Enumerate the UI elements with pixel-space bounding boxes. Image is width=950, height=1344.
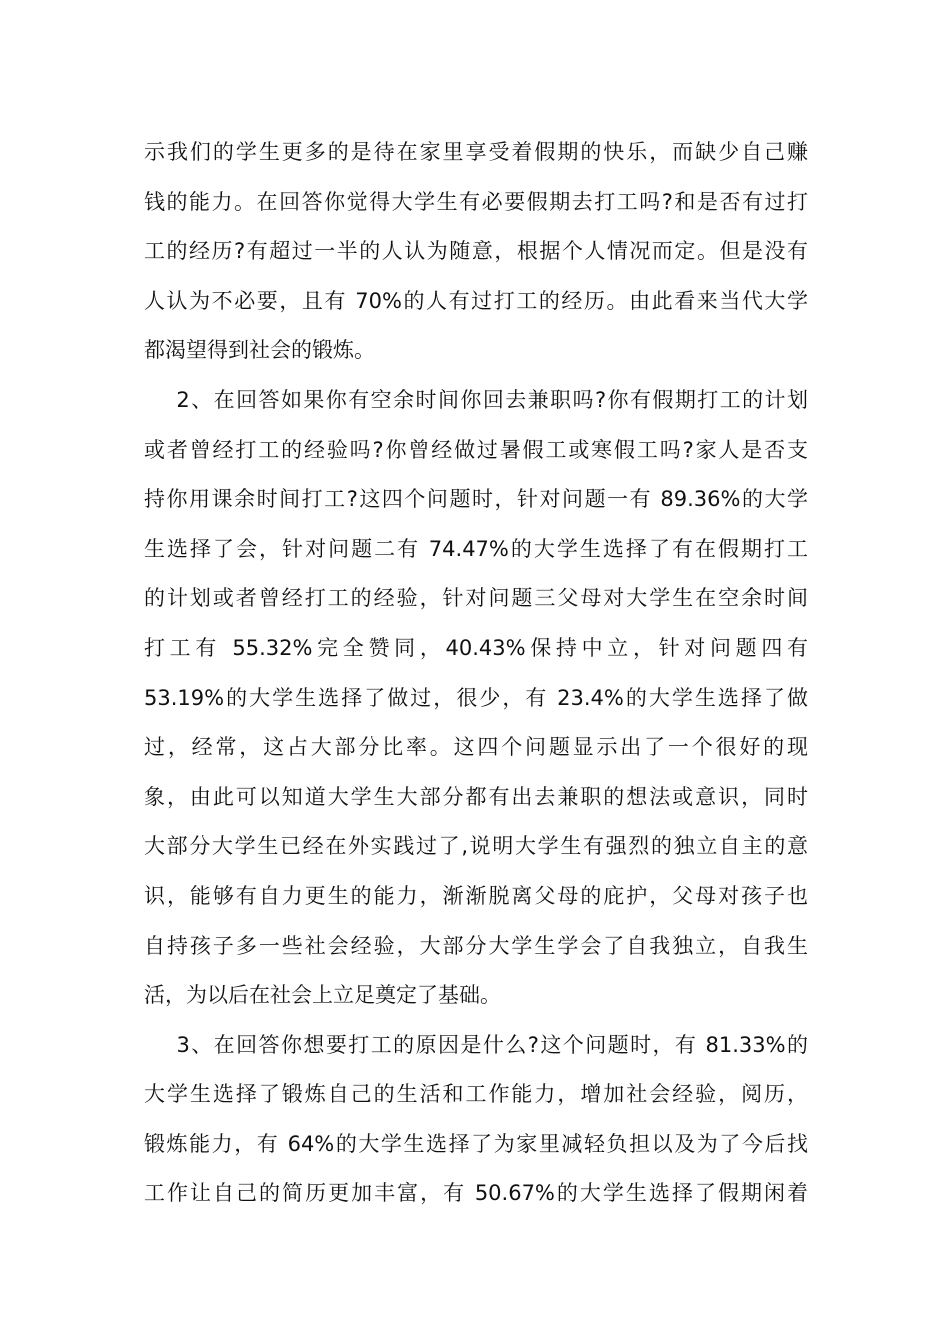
text-line: 都渴望得到社会的锻炼。 (144, 338, 375, 363)
text-line: 工作让自己的简历更加丰富，有 50.67%的大学生选择了假期闲着 (144, 1181, 808, 1206)
text-line: 人认为不必要，且有 70%的人有过打工的经历。由此看来当代大学 (144, 288, 808, 313)
paragraph-1 (144, 128, 808, 376)
text-line: 的计划或者曾经打工的经验，针对问题三父母对大学生在空余时间 (144, 586, 808, 611)
text-line: 识，能够有自力更生的能力，渐渐脱离父母的庇护，父母对孩子也 (144, 883, 808, 908)
text-line: 过，经常，这占大部分比率。这四个问题显示出了一个很好的现 (144, 735, 808, 760)
text-line: 示我们的学生更多的是待在家里享受着假期的快乐，而缺少自己赚 (144, 140, 808, 164)
text-line: 自持孩子多一些社会经验，大部分大学生学会了自我独立，自我生 (144, 933, 808, 958)
paragraph-3 (144, 1021, 808, 1219)
text-line: 钱的能力。在回答你觉得大学生有必要假期去打工吗?和是否有过打 (144, 189, 808, 214)
text-line: 2、在回答如果你有空余时间你回去兼职吗?你有假期打工的计划 (144, 387, 808, 412)
document-page (144, 128, 808, 1219)
text-line: 打工有 55.32%完全赞同，40.43%保持中立，针对问题四有 (144, 635, 808, 660)
text-line: 活，为以后在社会上立足奠定了基础。 (144, 983, 501, 1008)
text-line: 3、在回答你想要打工的原因是什么?这个问题时，有 81.33%的 (144, 1032, 808, 1057)
text-line: 工的经历?有超过一半的人认为随意，根据个人情况而定。但是没有 (144, 239, 808, 264)
text-line: 大部分大学生已经在外实践过了,说明大学生有强烈的独立自主的意 (144, 834, 808, 859)
text-line: 或者曾经打工的经验吗?你曾经做过暑假工或寒假工吗?家人是否支 (144, 437, 808, 462)
text-line: 53.19%的大学生选择了做过，很少，有 23.4%的大学生选择了做 (144, 685, 808, 710)
text-line: 持你用课余时间打工?这四个问题时，针对问题一有 89.36%的大学 (144, 487, 808, 512)
paragraph-2 (144, 376, 808, 1021)
text-line: 锻炼能力，有 64%的大学生选择了为家里减轻负担以及为了今后找 (144, 1131, 808, 1156)
text-line: 生选择了会，针对问题二有 74.47%的大学生选择了有在假期打工 (144, 536, 808, 561)
text-line: 大学生选择了锻炼自己的生活和工作能力，增加社会经验，阅历， (144, 1082, 808, 1107)
text-line: 象，由此可以知道大学生大部分都有出去兼职的想法或意识，同时 (144, 784, 808, 809)
